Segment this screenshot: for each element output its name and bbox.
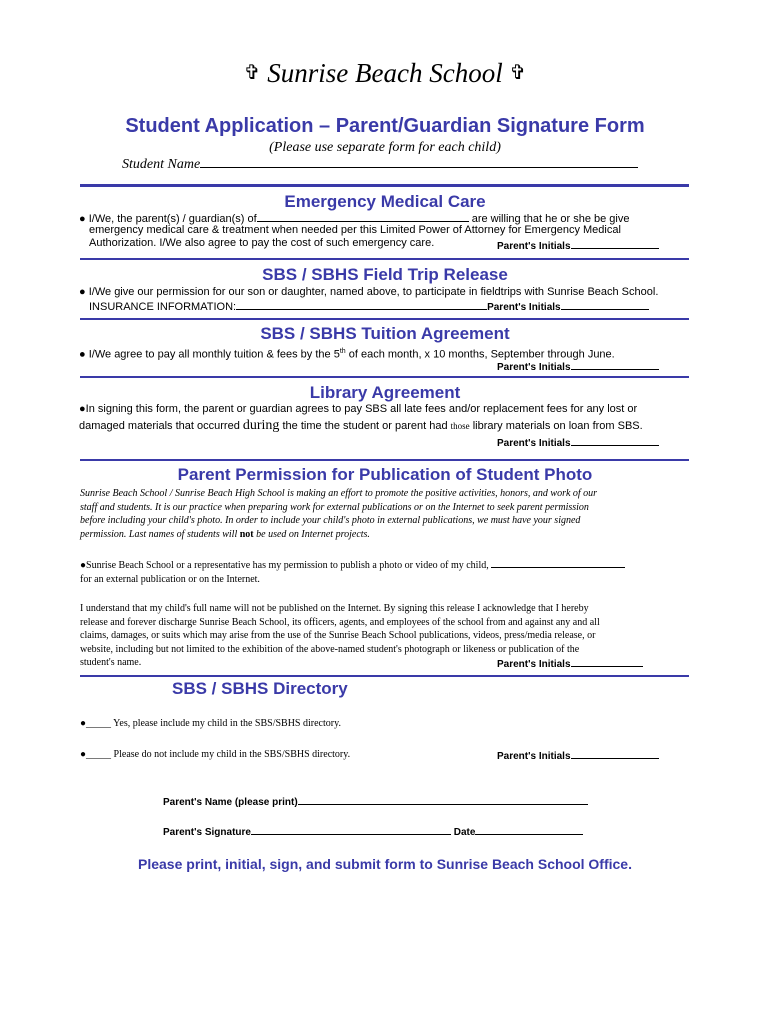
initials-emergency xyxy=(497,238,659,252)
section-divider xyxy=(80,318,689,320)
photo-permission-line: for an external publication or on the Internet. xyxy=(80,573,260,585)
photo-release-line: website, including but not limited to the exhibition of the above-named student's photograph or likeness or publication of the xyxy=(80,643,580,655)
bullet: ● xyxy=(79,213,86,225)
submit-instruction: Please print, initial, sign, and submit form to Sunrise Beach School Office. xyxy=(138,856,632,872)
library-text: damaged materials that occurred xyxy=(79,420,240,432)
initials-photo xyxy=(497,656,643,670)
library-text: In signing this form, the parent or guardian agrees to pay SBS all late fees and/or replacement fees for any lost or xyxy=(85,403,638,415)
photo-release-line: release and forever discharge Sunrise Beach School, its officers, agents, and employees of the school from and against any and all xyxy=(80,616,600,628)
photo-intro-emphasis: not xyxy=(239,528,254,540)
library-line-1 xyxy=(79,403,637,416)
student-name-label: Student Name xyxy=(122,157,201,172)
section-divider xyxy=(80,675,689,677)
form-title: Student Application – Parent/Guardian Signature Form xyxy=(125,115,645,137)
initials-label: Parent's Initials xyxy=(497,659,571,670)
initials-library xyxy=(497,435,659,449)
field-trip-text: I/We give our permission for our son or daughter, named above, to participate in fieldtrips with Sunrise Beach School. xyxy=(88,286,659,298)
school-name-header xyxy=(0,58,770,89)
initials-label: Parent's Initials xyxy=(497,438,571,449)
photo-release-line: I understand that my child's full name will not be published on the Internet. By signing this release I acknowledge that I hereby xyxy=(80,603,589,614)
student-name-field xyxy=(122,157,638,173)
initials-label: Parent's Initials xyxy=(497,241,571,252)
directory-option-no[interactable]: ●_____ Please do not include my child in the SBS/SBHS directory. xyxy=(80,749,351,760)
photo-release-line: student's name. xyxy=(80,657,142,668)
photo-intro-line: before including your child's photo. In order to include your child's photo in external publications, we must have your signed xyxy=(80,515,581,526)
signature-label: Parent's Signature xyxy=(163,827,251,838)
initials-label: Parent's Initials xyxy=(497,362,571,373)
emergency-line-2: emergency medical care & treatment when needed per this Limited Power of Attorney for Emergency Medical xyxy=(89,224,621,236)
initials-directory xyxy=(497,748,659,762)
section-divider xyxy=(80,459,689,461)
insurance-line[interactable] xyxy=(236,299,487,310)
child-name-line[interactable] xyxy=(491,558,625,568)
cross-icon: ✞ xyxy=(243,62,261,84)
form-subtitle: (Please use separate form for each child) xyxy=(269,140,501,155)
signature-line[interactable] xyxy=(251,824,451,835)
photo-intro-text: be used on Internet projects. xyxy=(256,528,370,540)
photo-intro-line: staff and students. It is our practice when preparing work for external publications or on the Internet to seek parent permission xyxy=(80,501,589,513)
photo-intro xyxy=(80,487,597,541)
photo-permission xyxy=(80,558,625,586)
section-title-emergency: Emergency Medical Care xyxy=(284,192,486,211)
photo-intro-text: permission. Last names of students will xyxy=(80,528,238,540)
emergency-line-3: Authorization. I/We also agree to pay the cost of such emergency care. xyxy=(89,237,435,249)
section-divider xyxy=(80,258,689,260)
library-text: during xyxy=(242,418,280,433)
bullet: ● xyxy=(79,348,86,361)
initials-line[interactable] xyxy=(571,748,659,759)
insurance-field xyxy=(89,299,649,314)
child-name-line[interactable] xyxy=(257,211,469,222)
section-title-directory: SBS / SBHS Directory xyxy=(172,679,348,698)
photo-intro-line xyxy=(80,528,597,542)
library-text: library materials on loan from SBS. xyxy=(472,420,643,432)
section-title-tuition: SBS / SBHS Tuition Agreement xyxy=(260,324,510,343)
superscript: th xyxy=(339,348,346,355)
directory-option-yes[interactable]: ●_____ Yes, please include my child in the SBS/SBHS directory. xyxy=(80,718,341,729)
date-label: Date xyxy=(453,827,476,838)
parent-name-field xyxy=(163,794,588,808)
section-title-library: Library Agreement xyxy=(309,383,461,402)
cross-icon: ✞ xyxy=(509,62,527,84)
section-title-photo: Parent Permission for Publication of Student Photo xyxy=(177,465,593,484)
section-title-field-trip: SBS / SBHS Field Trip Release xyxy=(262,265,508,284)
tuition-text: of each month, x 10 months, September through June. xyxy=(348,348,615,361)
section-divider xyxy=(80,184,689,187)
initials-line[interactable] xyxy=(571,435,659,446)
bullet: ● xyxy=(79,286,86,298)
field-trip-line-1 xyxy=(79,286,658,299)
parent-name-label: Parent's Name (please print) xyxy=(163,797,298,808)
emergency-text: are willing that he or she be give xyxy=(471,213,630,225)
parent-name-line[interactable] xyxy=(298,794,588,805)
insurance-label: INSURANCE INFORMATION: xyxy=(89,301,237,313)
emergency-text: I/We, the parent(s) / guardian(s) of xyxy=(88,213,257,225)
library-text: the time the student or parent had xyxy=(282,420,448,432)
library-text: those xyxy=(450,421,470,431)
initials-tuition xyxy=(497,359,659,373)
photo-permission-line xyxy=(80,558,625,573)
tuition-text: I/We agree to pay all monthly tuition & fees by the 5 xyxy=(88,348,340,361)
section-divider xyxy=(80,376,689,378)
photo-intro-line: Sunrise Beach School / Sunrise Beach High School is making an effort to promote the positive activities, honors, and work of our xyxy=(80,488,598,499)
initials-label: Parent's Initials xyxy=(487,302,561,313)
initials-label: Parent's Initials xyxy=(497,751,571,762)
initials-line[interactable] xyxy=(571,656,643,667)
photo-permission-text: ●Sunrise Beach School or a representative has my permission to publish a photo or video of my child, xyxy=(80,560,489,571)
library-line-2 xyxy=(79,419,643,433)
date-line[interactable] xyxy=(475,824,583,835)
initials-line[interactable] xyxy=(561,299,649,310)
initials-line[interactable] xyxy=(571,238,659,249)
parent-signature-field xyxy=(163,824,583,838)
school-name: Sunrise Beach School xyxy=(267,58,503,88)
bullet: ● xyxy=(79,403,86,415)
student-name-line[interactable] xyxy=(200,157,638,168)
initials-line[interactable] xyxy=(571,359,659,370)
photo-release-line: claims, damages, or suits which may arise from the use of the Sunrise Beach School publications, videos, press/media release, or xyxy=(80,630,596,641)
